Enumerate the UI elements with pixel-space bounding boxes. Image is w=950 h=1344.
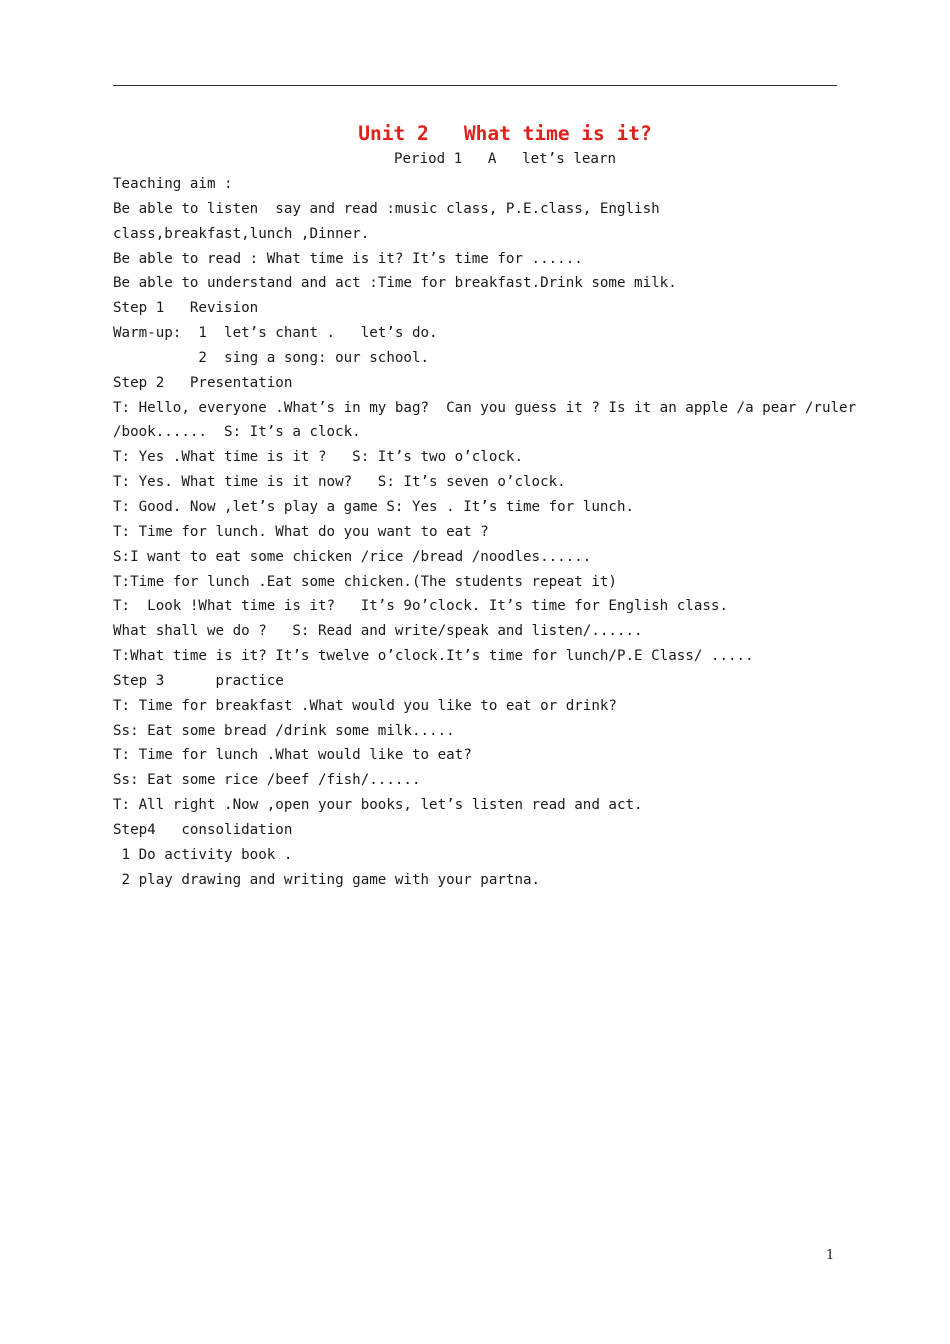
page-subtitle: Period 1 A let’s learn [393, 151, 617, 167]
text-line: Ss: Eat some rice /beef /fish/...... [113, 772, 421, 789]
text-line: Ss: Eat some bread /drink some milk..... [113, 722, 455, 739]
text-line: T: Look !What time is it? It’s 9o’clock. It’s time for English class. [113, 598, 728, 615]
text-line: Step 3 practice [113, 672, 284, 689]
text-line: 2 play drawing and writing game with your partna. [113, 871, 541, 888]
text-line: Warm-up: 1 let’s chant . let’s do. [113, 325, 438, 342]
page-number: 1 [826, 1248, 835, 1263]
text-line: Step4 consolidation [113, 821, 293, 838]
text-line: Be able to read : What time is it? It’s time for ...... [113, 250, 583, 267]
page-title: Unit 2 What time is it? [358, 122, 652, 145]
text-line: class,breakfast,lunch ,Dinner. [113, 225, 370, 242]
text-line: T: Time for lunch .What would like to eat? [113, 747, 472, 764]
text-line: T: Hello, everyone .What’s in my bag? Can you guess it ? Is it an apple /a pear /ruler [113, 399, 857, 416]
lesson-body [113, 172, 873, 892]
text-line: Step 1 Revision [113, 300, 259, 317]
text-line: T:Time for lunch .Eat some chicken.(The students repeat it) [113, 573, 617, 590]
text-line: T: Time for lunch. What do you want to eat ? [113, 523, 489, 540]
text-line: T: All right .Now ,open your books, let’s listen read and act. [113, 797, 643, 814]
text-line: T: Time for breakfast .What would you like to eat or drink? [113, 697, 617, 714]
text-line: /book...... S: It’s a clock. [113, 424, 361, 441]
text-line: 1 Do activity book . [113, 846, 293, 863]
text-line: T: Good. Now ,let’s play a game S: Yes . It’s time for lunch. [113, 498, 635, 515]
text-line: 2 sing a song: our school. [113, 349, 430, 366]
text-line: What shall we do ? S: Read and write/speak and listen/...... [113, 623, 643, 640]
text-line: T: Yes .What time is it ? S: It’s two o’clock. [113, 449, 523, 466]
text-line: Step 2 Presentation [113, 374, 293, 391]
text-line: Be able to understand and act :Time for breakfast.Drink some milk. [113, 275, 677, 292]
text-line: Be able to listen say and read :music class, P.E.class, English [113, 200, 660, 217]
text-line: T:What time is it? It’s twelve o’clock.It’s time for lunch/P.E Class/ ..... [113, 648, 754, 665]
text-line: S:I want to eat some chicken /rice /bread /noodles...... [113, 548, 592, 565]
text-line: Teaching aim : [113, 176, 233, 192]
text-line: T: Yes. What time is it now? S: It’s seven o’clock. [113, 474, 566, 491]
header-rule [113, 85, 837, 86]
